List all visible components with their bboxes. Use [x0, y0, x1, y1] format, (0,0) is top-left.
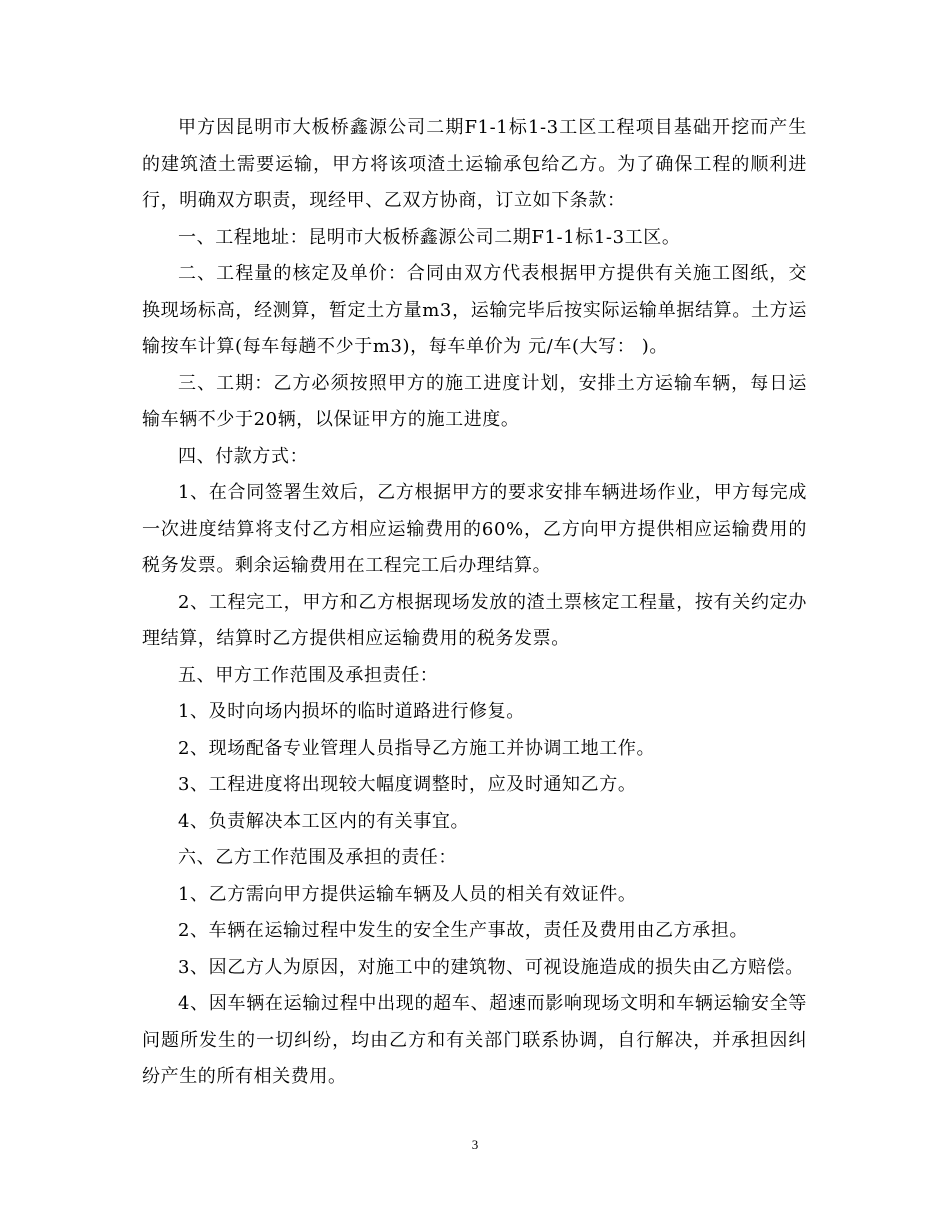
- clause-6-party-b-heading: 六、乙方工作范围及承担的责任：: [178, 847, 457, 868]
- clause-4-payment-heading: 四、付款方式：: [178, 445, 309, 467]
- clause-2-quantity-and-price: 二、工程量的核定及单价：合同由双方代表根据甲方提供有关施工图纸，交换现场标高，经测算，暂定土方量m3，运输完毕后按实际运输单据结算。土方运输按车计算(每车每趟不少于m3)，每车单价为 元/车(大写： )。: [142, 263, 807, 357]
- clause-4-item-1: 1、在合同签署生效后，乙方根据甲方的要求安排车辆进场作业，甲方每完成一次进度结算将支付乙方相应运输费用的60%，乙方向甲方提供相应运输费用的税务发票。剩余运输费用在工程完工后办理结算。: [142, 482, 807, 576]
- clause-1-project-address: 一、工程地址：昆明市大板桥鑫源公司二期F1-1标1-3工区。: [178, 226, 681, 248]
- clause-5-item-1: 1、及时向场内损坏的临时道路进行修复。: [178, 701, 525, 722]
- contract-body: [142, 110, 807, 1096]
- clause-5-party-a-heading: 五、甲方工作范围及承担责任：: [178, 664, 439, 686]
- intro-paragraph: 甲方因昆明市大板桥鑫源公司二期F1-1标1-3工区工程项目基础开挖而产生的建筑渣土需要运输，甲方将该项渣土运输承包给乙方。为了确保工程的顺利进行，明确双方职责，现经甲、乙双方协商，订立如下条款：: [142, 117, 807, 211]
- clause-4-item-2: 2、工程完工，甲方和乙方根据现场发放的渣土票核定工程量，按有关约定办理结算，结算时乙方提供相应运输费用的税务发票。: [142, 591, 807, 649]
- clause-5-item-3: 3、工程进度将出现较大幅度调整时，应及时通知乙方。: [178, 774, 637, 795]
- clause-5-item-4: 4、负责解决本工区内的有关事宜。: [178, 810, 470, 832]
- clause-6-item-2: 2、车辆在运输过程中发生的安全生产事故，责任及费用由乙方承担。: [178, 920, 749, 941]
- clause-3-schedule: 三、工期：乙方必须按照甲方的施工进度计划，安排土方运输车辆，每日运输车辆不少于20辆，以保证甲方的施工进度。: [142, 372, 807, 430]
- clause-6-item-1: 1、乙方需向甲方提供运输车辆及人员的相关有效证件。: [178, 883, 637, 905]
- clause-6-item-3: 3、因乙方人为原因，对施工中的建筑物、可视设施造成的损失由乙方赔偿。: [178, 956, 804, 978]
- clause-6-item-4: 4、因车辆在运输过程中出现的超车、超速而影响现场文明和车辆运输安全等问题所发生的一切纠纷，均由乙方和有关部门联系协调，自行解决，并承担因纠纷产生的所有相关费用。: [142, 993, 807, 1087]
- page-number: 3: [471, 1137, 479, 1152]
- clause-5-item-2: 2、现场配备专业管理人员指导乙方施工并协调工地工作。: [178, 737, 656, 759]
